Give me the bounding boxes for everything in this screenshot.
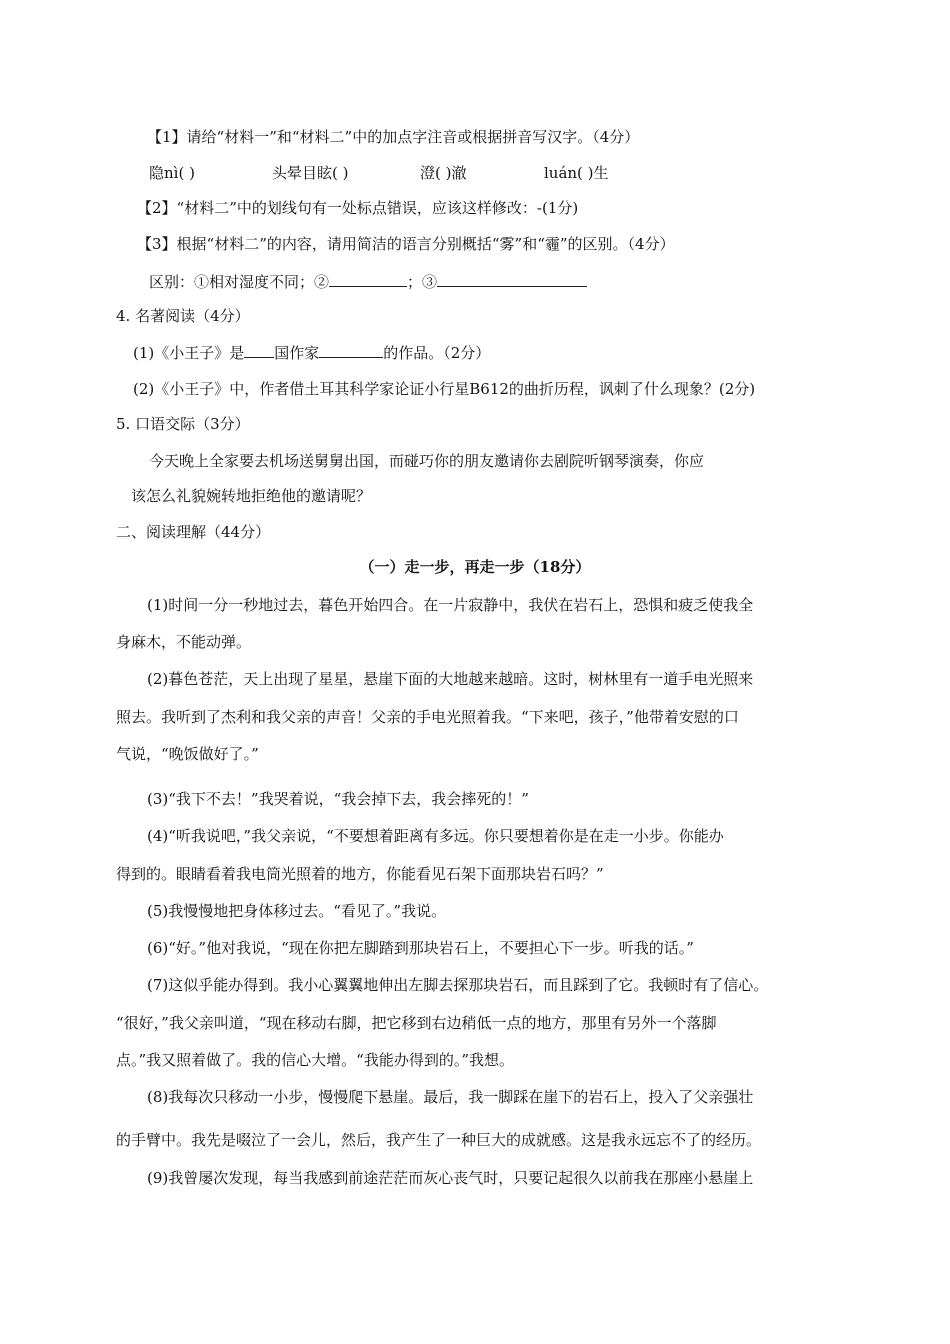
section-5-prompt-line-2: 该怎么礼貌婉转地拒绝他的邀请呢？ — [131, 487, 372, 505]
country-blank[interactable] — [244, 343, 274, 358]
question-1-item-yin-ni: 隐nì( ) — [149, 164, 195, 182]
passage-line: (7)这似乎能办得到。我小心翼翼地伸出左脚去探那块岩石，而且踩到了它。我顿时有了信心。 — [147, 976, 769, 994]
passage-line: “很好，”我父亲叫道，“现在移动右脚，把它移到右边稍低一点的地方，那里有另外一个落脚 — [116, 1014, 717, 1032]
passage-title: （一）走一步，再走一步（18分） — [359, 558, 591, 576]
question-1-item-luansheng: luán( )生 — [544, 164, 609, 182]
passage-line: (6)“好。”他对我说，“现在你把左脚踏到那块岩石上，不要担心下一步。听我的话。” — [147, 939, 694, 957]
question-3-answer-line — [149, 272, 587, 292]
section-4-question-1: (1)《小王子》是 国作家 的作品。（2分） — [133, 344, 491, 362]
passage-line: (5)我慢慢地把身体移过去。“看见了。”我说。 — [147, 902, 447, 920]
question-1-item-chengche: 澄( )澈 — [420, 164, 467, 182]
section-4-heading: 4. 名著阅读（4分） — [116, 307, 250, 325]
part-2-heading: 二、阅读理解（44分） — [116, 523, 271, 541]
passage-line: 身麻木，不能动弹。 — [116, 633, 252, 651]
question-3-prompt: 【3】根据“材料二”的内容，请用简洁的语言分别概括“雾”和“霾”的区别。（4分） — [137, 235, 675, 253]
section-4-question-2: (2)《小王子》中，作者借土耳其科学家论证小行星B612的曲折历程，讽刺了什么现象？(2分) — [133, 380, 756, 398]
passage-line: 的手臂中。我先是啜泣了一会儿，然后，我产生了一种巨大的成就感。这是我永远忘不了的经历。 — [116, 1131, 762, 1149]
question-2-prompt: 【2】“材料二”中的划线句有一处标点错误，应该这样修改：-(1分) — [137, 199, 579, 217]
passage-line: 气说，“晚饭做好了。” — [116, 745, 259, 763]
passage-line: (1)时间一分一秒地过去，暮色开始四合。在一片寂静中，我伏在岩石上，恐惧和疲乏使我全 — [147, 596, 754, 614]
passage-line: (8)我每次只移动一小步，慢慢爬下悬崖。最后，我一脚踩在崖下的岩石上，投入了父亲强壮 — [147, 1088, 754, 1106]
passage-line: (2)暮色苍茫，天上出现了星星，悬崖下面的大地越来越暗。这时，树林里有一道手电光照来 — [147, 670, 754, 688]
passage-line: 照去。我听到了杰利和我父亲的声音！父亲的手电光照着我。“下来吧，孩子，”他带着安慰的口 — [116, 708, 739, 726]
question-1-item-toujunmuxuan: 头晕目眩( ) — [272, 164, 349, 182]
answer-separator: ；③ — [407, 273, 438, 291]
passage-line: (3)“我下不去！”我哭着说，“我会掉下去，我会摔死的！” — [147, 790, 529, 808]
passage-line: 得到的。眼睛看着我电筒光照着的地方，你能看见石架下面那块岩石吗？” — [116, 865, 604, 883]
section-5-prompt-line-1: 今天晚上全家要去机场送舅舅出国，而碰巧你的朋友邀请你去剧院听钢琴演奏，你应 — [149, 452, 705, 470]
passage-line: (9)我曾屡次发现，每当我感到前途茫茫而灰心丧气时，只要记起很久以前我在那座小悬崖上 — [147, 1169, 754, 1187]
passage-line: 点。”我又照着做了。我的信心大增。“我能办得到的。”我想。 — [116, 1051, 515, 1069]
question-1-prompt: 【1】请给“材料一”和“材料二”中的加点字注音或根据拼音写汉字。（4分） — [147, 128, 640, 146]
author-blank[interactable] — [319, 343, 383, 358]
answer-blank-2[interactable] — [329, 272, 407, 287]
section-5-heading: 5. 口语交际（3分） — [116, 415, 250, 433]
answer-blank-3[interactable] — [437, 272, 587, 287]
answer-prefix: 区别：①相对湿度不同；② — [149, 273, 330, 291]
passage-line: (4)“听我说吧，”我父亲说，“不要想着距离有多远。你只要想着你是在走一小步。你能办 — [147, 827, 724, 845]
